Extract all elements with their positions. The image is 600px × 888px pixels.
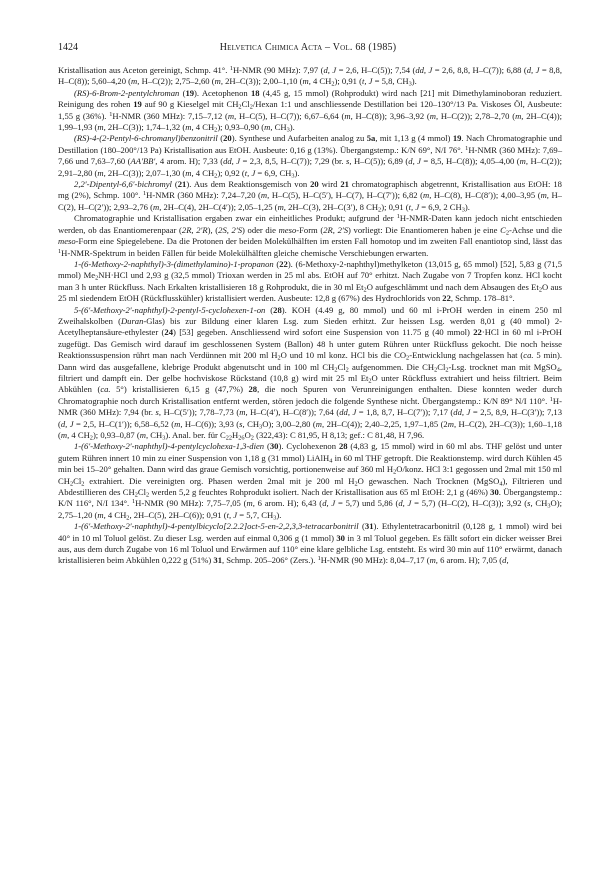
journal-page bbox=[58, 42, 562, 567]
paragraph-compound-21: 2,2′-Dipentyl-6,6′-bichromyl (21). Aus dem Reaktionsgemisch von 20 wird 21 chromatographisch abgetrennt, Kristallisation aus EtOH: 18 mg (2%), Schmp. 100°. $^1$H-NMR (360 MHz): 7,24–7,20 (m, H–C(5), H–C(5′), H–C(7), H–C(7′)); 6,82 (m, H–C(8), H–C(8′)); 4,00–3,95 (m, H–C(2), H–C(2′)); 2,93–2,76 (m, 2H–C(4), 2H–C(4′)); 2,05–1,25 (m, 2H–C(3), 2H–C(3′), 8 $CH_2$); 0,91 (t, J = 6,9, 2 $CH_3$). bbox=[58, 179, 562, 214]
article-body bbox=[58, 65, 562, 567]
paragraph-compound-20: (RS)-4-(2-Pentyl-6-chromanyl)benzonitril (20). Synthese und Aufarbeiten analog zu 5a, mit 1,13 g (4 mmol) 19. Nach Chromatographie und Destillation (180–200°/13 Pa) Kristallisation aus EtOH. Ausbeute: 0,16 g (13%). Übergangstemp.: K/N 69°, N/I 76°. $^1$H-NMR (360 MHz): 7,69–7,66 und 7,63–7,60 (AA′BB′, 4 arom. H); 7,33 (dd, J = 2,3, 8,5, H–C(7)); 7,29 (br. s, H–C(5)); 6,89 (d, J = 8,5, H–C(8)); 4,05–4,00 (m, H–C(2)); 2,91–2,80 (m, 2H–C(3)); 2,07–1,30 (m, 4 $CH_2$); 0,92 (t, J = 6,9, $CH_3$). bbox=[58, 133, 562, 180]
paragraph-compound-28: 5-(6′-Methoxy-2′-naphthyl)-2-pentyl-5-cyclohexen-1-on (28). KOH (4.49 g, 80 mmol) und 60 ml i-PrOH werden in einem 250 ml Zweihalskolben (Duran-Glas) bis zur Bildung einer klaren Lsg. zum Sieden erhitzt. Zur heissen Lsg. werden 8,01 g (40 mmol) 2-Acetylheptansäure-ethylester (24) [53] gegeben. Anschliessend wird sofort eine Suspension von 11.75 g (40 mmol) 22·HCl in 60 ml i-PrOH zugefügt. Das Gemisch wird darauf im geschlossenen System (Ballon) 48 h unter gutem Rühren unter Rückfluss gekocht. Die noch heisse Reaktionssuspension rührt man nach Verdünnen mit 200 ml $H_2O$ und 10 ml konz. HCl bis die $CO_2$-Entwicklung nachgelassen hat (ca. 5 min). Dann wird das ausgefallene, klebrige Produkt abgenutscht und in 100 ml $CH_2Cl_2$ aufgenommen. Die $CH_2Cl_2$-Lsg. trocknet man mit MgSO$_4$, filtriert und dampft ein. Der gelbe hochviskose Rückstand (10,8 g) wird mit 25 ml $Et_2O$ unter Rückfluss extrahiert und heiss filtriert. Beim Abkühlen (ca. 5°) kristallisieren 6,15 g (47,7%) 28, die noch Spuren von Verunreinigungen enthalten. Diese konnten weder durch Chromatographie noch durch Kristallisation entfernt werden, stören jedoch die folgende Synthese nicht. Übergangstemp.: K/N 89° N/I 110°. $^1$H-NMR (360 MHz): 7,94 (br. s, H–C(5′)); 7,78–7,73 (m, H–C(4′), H–C(8′)); 7,64 (dd, J = 1,8, 8,7, H–C(7′)); 7,17 (dd, J = 2,5, 8,9, H–C(3′)); 7,13 (d, J = 2,5, H–C(1′)); 6,58–6,52 (m, H–C(6)); 3,93 (s, $CH_3O$); 3,00–2,80 (m, 2H–C(4)); 2,40–2,25, 1,97–1,85 (2m, H–C(2), 2H–C(3)); 1,60–1,18 (m, 4 $CH_2$); 0,93–0,87 (m, $CH_3$). Anal. ber. für $C_{22}H_{26}O_2$ (322,43): C 81,95, H 8,13; gef.: C 81,48, H 7,96. bbox=[58, 304, 562, 442]
paragraph-compound-30: 1-(6′-Methoxy-2′-naphthyl)-4-pentylcyclohexa-1,3-dien (30). Cyclohexenon 28 (4,83 g, 15 mmol) wird in 60 ml abs. THF gelöst und unter gutem Rühren innert 10 min zu einer Suspension von 1,18 g (31 mmol) LiAlH$_4$ in 60 ml THF getropft. Die Reaktionstemp. wird durch Kühlen 45 min bei 15–20° gehalten. Dann wird das graue Gemisch vorsichtig, portionenweise auf 360 ml $H_2O$/konz. HCl 3:1 gegossen und 2mal mit 150 ml $CH_2Cl_2$ extrahiert. Die vereinigten org. Phasen werden 2mal mit je 200 ml $H_2O$ gewaschen. Nach Trocknen (MgSO$_4$), Filtrieren und Abdestillieren des $CH_2Cl_2$ werden 5,2 g feuchtes Rohprodukt isoliert. Nach der Kristallisation aus 65 ml EtOH: 2,1 g (46%) 30. Übergangstemp.: K/N 116°, N/I 134°. $^1$H-NMR (90 MHz): 7,75–7,05 (m, 6 arom. H); 6,43 (d, J = 5,7) und 5,86 (d, J = 5,7) (H–C(2), H–C(3)); 3,92 (s, $CH_3O$); 2,75–1,20 (m, 4 $CH_2$, 2H–C(5), 2H–C(6)); 0,91 (t, J = 5,7, $CH_3$). bbox=[58, 441, 563, 522]
paragraph-kristallisation: Kristallisation aus Aceton gereinigt, Schmp. 41°. $^1$H-NMR (90 MHz): 7,97 (d, J = 2,6, H–C(5)); 7,54 (dd, J = 2,6, 8,8, H–C(7)); 6,88 (d, J = 8,8, H–C(8)); 5,60–4,20 (m, H–C(2)); 2,75–2,60 (m, 2H–C(3)); 2,00–1,10 (m, 4 $CH_2$); 0,91 (t, J = 5,8, $CH_3$). bbox=[58, 65, 562, 88]
journal-running-title: Helvetica Chimica Acta – Vol. 68 (1985) bbox=[219, 42, 397, 53]
paragraph-compound-31: 1-(6′-Methoxy-2′-naphthyl)-4-pentylbicyclo[2.2.2]oct-5-en-2,2,3,3-tetracarbonitril (31). Ethylentetracarbonitril (0,128 g, 1 mmol) wird bei 40° in 10 ml Toluol gelöst. Zu dieser Lsg. werden auf einmal 0,306 g (1 mmol) 30 in 3 ml Toluol gegeben. Es fällt sofort ein dicker weisser Brei aus, aus dem durch Zugabe von 16 ml Toluol und Erwärmen auf 110° eine klare gelbliche Lsg. entsteht. Es wird 30 min auf 110° erwärmt, danach kristallisieren beim Abkühlen 0,222 g (51%) 31, Schmp. 205–206° (Zers.). $^1$H-NMR (90 MHz): 8,04–7,17 (m, 6 arom. H); 7,05 (d, bbox=[58, 521, 562, 566]
page-number: 1424 bbox=[58, 42, 78, 53]
paragraph-compound-22: 1-(6-Methoxy-2-naphthyl)-3-(dimethylamino)-1-propanon (22). (6-Methoxy-2-naphthyl)methylketon (13,015 g, 65 mmol) [52], 5,83 g (71,5 mmol) $Me_2NH\cdot HCl$ und 2,93 g (32,5 mmol) Trioxan werden in 25 ml abs. EtOH auf 70° erhitzt. Nach Zugabe von 7 Tropfen konz. HCl kocht man 3 h unter Rückfluss. Nach Erkalten kristallisieren 18 g Rohprodukt, die in 30 ml $Et_2O$ aufgeschlämmt und nach dem Absaugen des $Et_2O$ aus 25 ml siedendem EtOH (Rückflusskühler) kristallisiert werden. Ausbeute: 12,8 g (67%) des Hydrochlorids von 22, Schmp. 178–81°. bbox=[58, 258, 563, 304]
paragraph-compound-19: (RS)-6-Brom-2-pentylchroman (19). Acetophenon 18 (4,45 g, 15 mmol) (Rohprodukt) wird nach [21] mit Dimethylaminoboran reduziert. Reinigung des rohen 19 auf 90 g Kieselgel mit $CH_2Cl_2$/Hexan 1:1 und anschliessende Destillation bei 120–130°/13 Pa. Viskoses Öl, Ausbeute: 1,55 g (36%). $^1$H-NMR (360 MHz): 7,15–7,12 (m, H–C(5), H–C(7)); 6,67–6,64 (m, H–C(8)); 3,96–3,92 (m, H–C(2)); 2,78–2,70 (m, 2H–C(4)); 1,99–1,93 (m, 2H–C(3)); 1,74–1,32 (m, 4 $CH_2$); 0,93–0,90 (m, $CH_3$). bbox=[58, 87, 562, 134]
page-header bbox=[58, 42, 562, 54]
paragraph-stereo-discussion: Chromatographie und Kristallisation ergaben zwar ein einheitliches Produkt; aufgrund der $^1$H-NMR-Daten kann jedoch nicht entschieden werden, ob das Enantiomerenpaar (2R, 2′R), (2S, 2′S) oder die meso-Form (2R, 2′S) vorliegt: Die Enantiomeren haben je eine $C_2$-Achse und die meso-Form eine Spiegelebene. Da die Protonen der beiden Molekülhälften im ersten Fall homotop und im zweiten Fall enantiotop sind, lässt das $^1$H-NMR-Spektrum in beiden Fällen für beide Molekülhälften gleiche chemische Verschiebungen erwarten. bbox=[58, 213, 563, 258]
